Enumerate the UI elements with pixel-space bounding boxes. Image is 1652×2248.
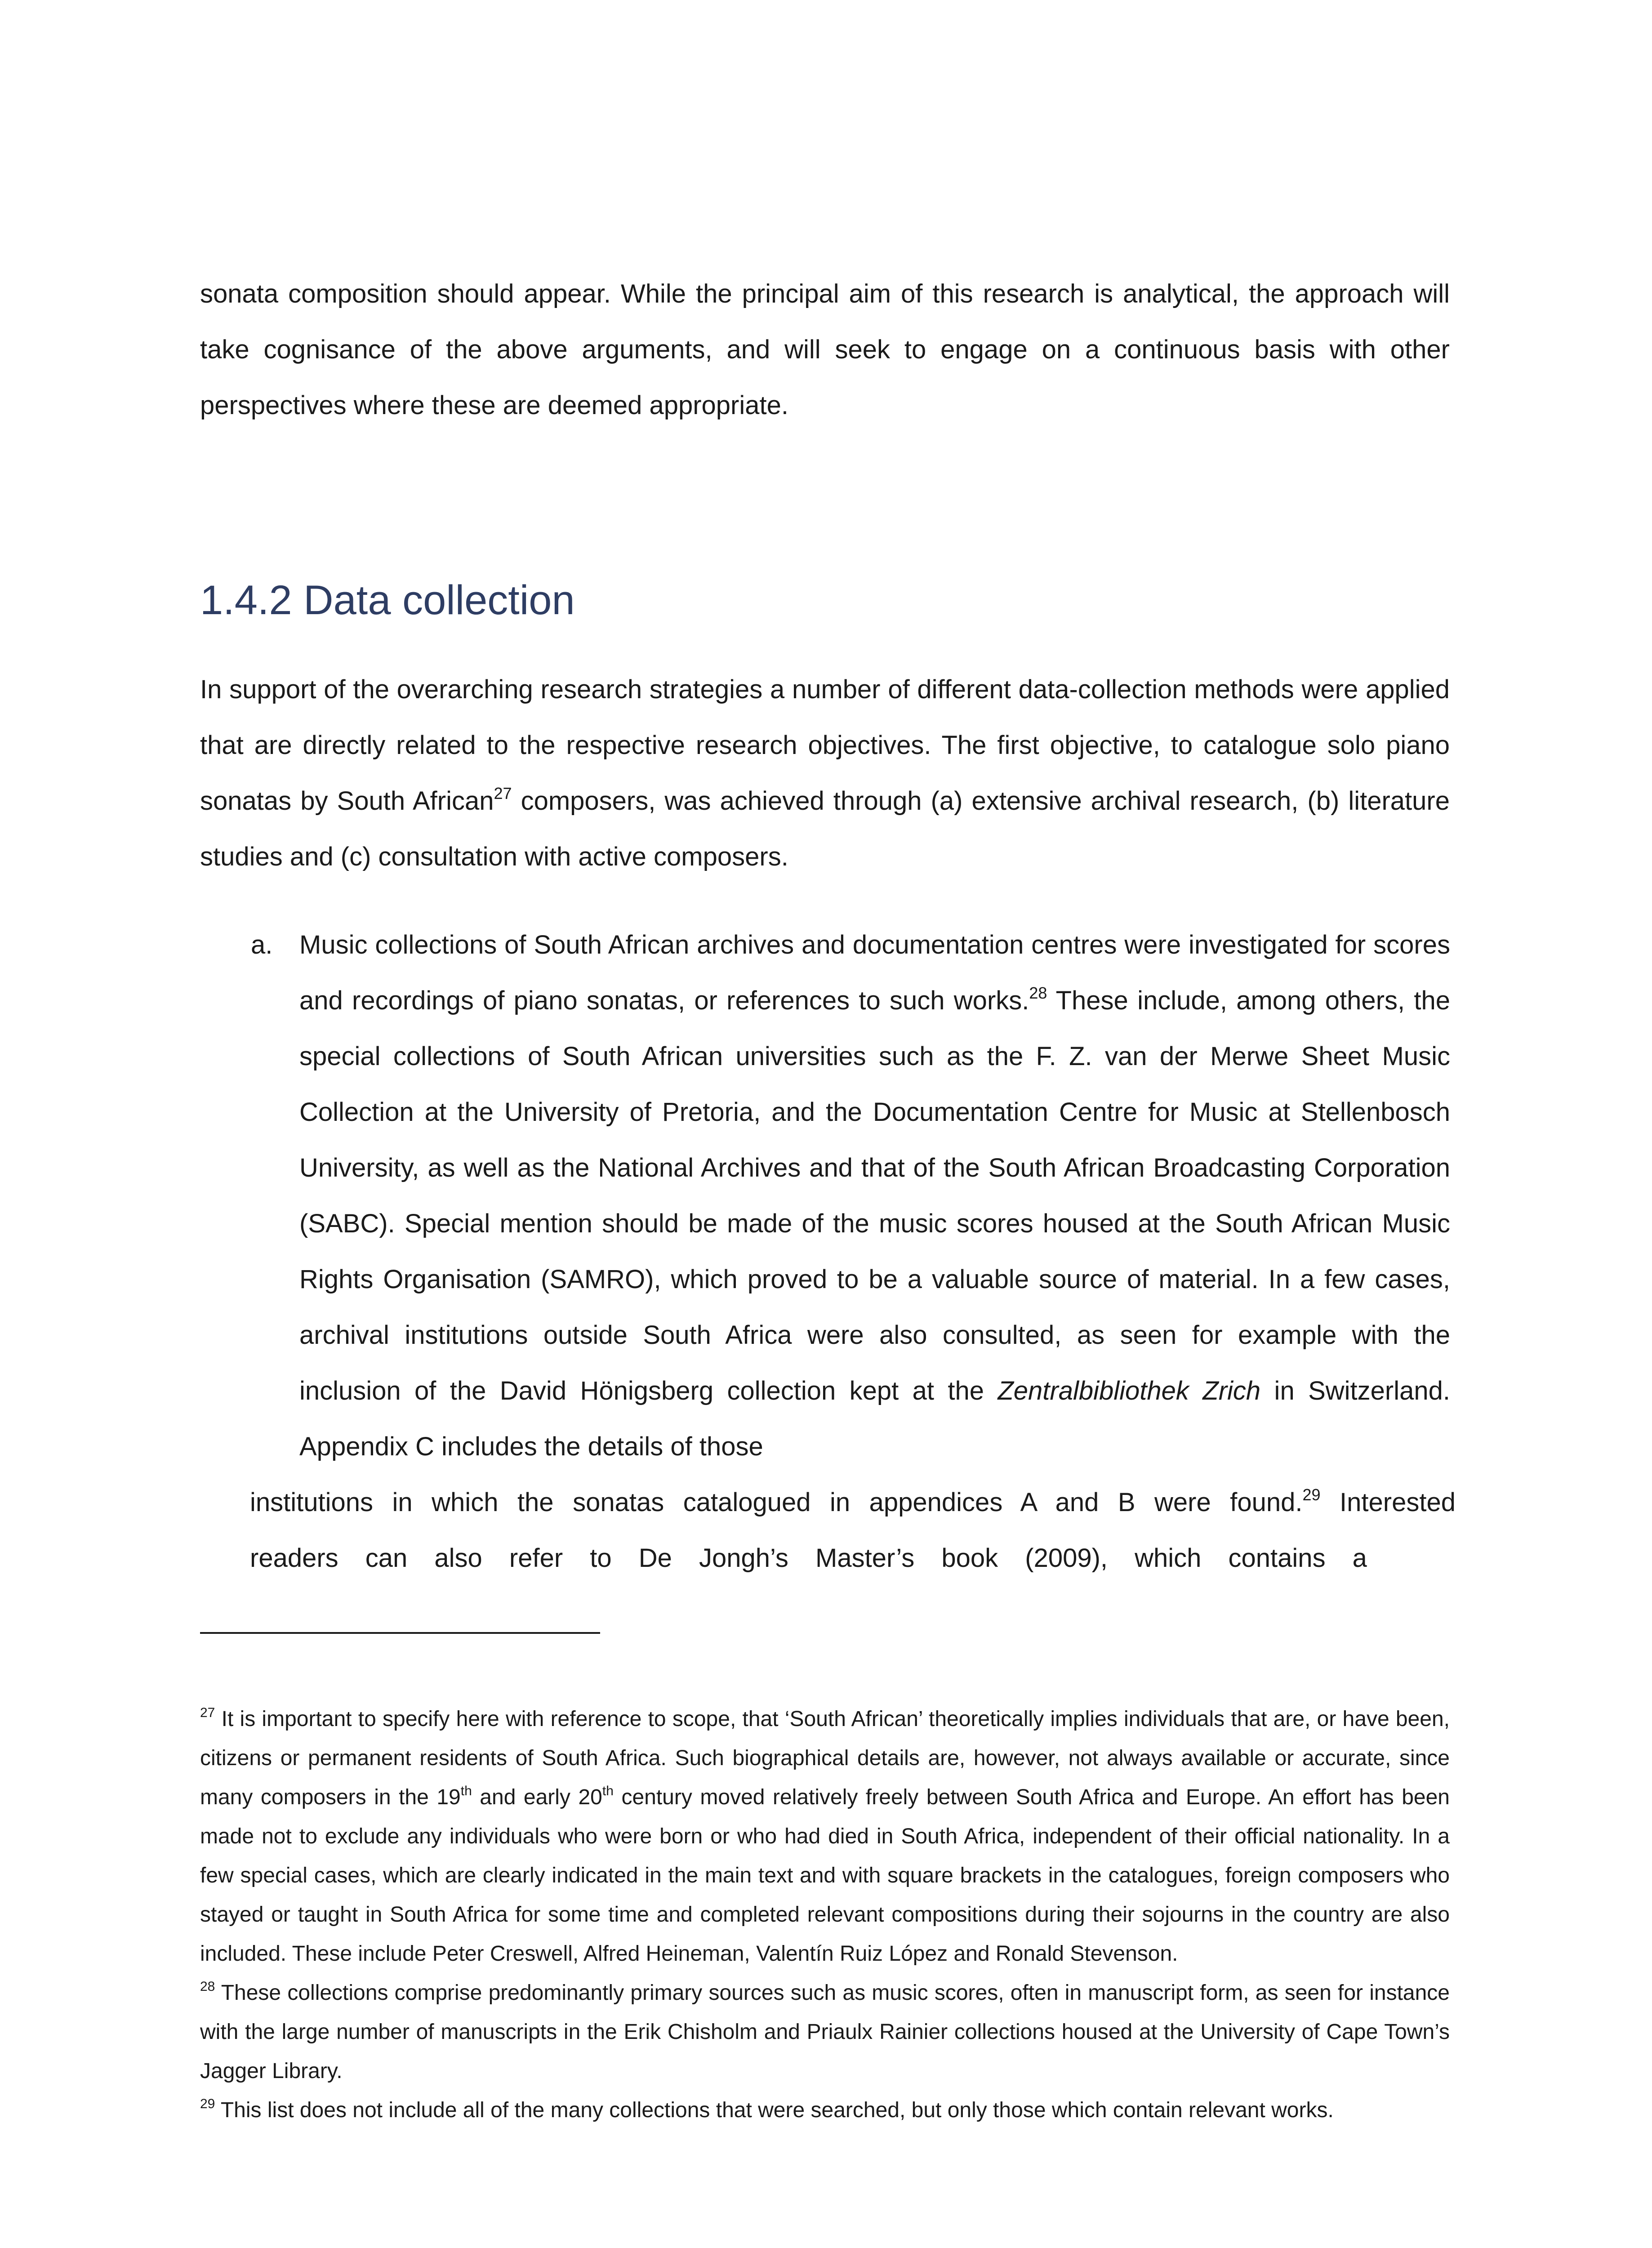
- ordinal-suffix: th: [460, 1784, 472, 1798]
- footnote-number: 29: [200, 2096, 215, 2111]
- footnotes: [200, 1699, 1450, 2130]
- continuation-text-after: Interested: [1320, 1488, 1456, 1517]
- continuation-line-2: readers can also refer to De Jongh’s Master’s book (2009), which contains a: [250, 1543, 1367, 1573]
- footnote-text: century moved relatively freely between South Africa and Europe. An effort has been made not to exclude any individuals who were born or who had died in South Africa, independent of their official nationality. In a few special cases, which are clearly indicated in the main text and with square brackets in the catalogues, foreign composers who stayed or taught in South Africa for some time and completed relevant compositions during their sojourns in the country are also included. These include Peter Creswell, Alfred Heineman, Valentín Ruiz López and Ronald Stevenson.: [200, 1785, 1450, 1966]
- paragraph-text-continued: composers, was achieved through (a) extensive archival research, (b) literature studies and (c) consultation with active composers.: [200, 786, 1450, 871]
- footnote-separator: [200, 1632, 600, 1634]
- footnote-text: These collections comprise predominantly primary sources such as music scores, often in manuscript form, as seen for instance with the large number of manuscripts in the Erik Chisholm and Priaulx Rainier collections housed at the University of Cape Town’s Jagger Library.: [200, 1981, 1450, 2083]
- section-heading: 1.4.2 Data collection: [200, 577, 575, 623]
- footnote-28: [200, 1973, 1450, 2091]
- continuation-text: institutions in which the sonatas catalogued in appendices A and B were found.: [250, 1488, 1303, 1517]
- paragraph-text: In support of the overarching research strategies a number of different data-collection methods were applied that are directly related to the respective research objectives. The first objective, to catalogue solo piano sonatas by South African: [200, 675, 1450, 816]
- intro-text: sonata composition should appear. While the principal aim of this research is analytical, the approach will take cognisance of the above arguments, and will seek to engage on a continuous basis with other perspectives where these are deemed appropriate.: [200, 279, 1450, 420]
- intro-paragraph: [200, 266, 1450, 433]
- footnote-27: [200, 1699, 1450, 1973]
- ordinal-suffix: th: [602, 1784, 614, 1798]
- continuation-line-1: [250, 1475, 1456, 1530]
- list-item-a: [299, 917, 1450, 1475]
- footnote-number: 28: [200, 1979, 215, 1994]
- list-item-text-continued: These include, among others, the special collections of South African universities such as the F. Z. van der Merwe Sheet Music Collection at the University of Pretoria, and the Documentation Centre for Music at Stellenbosch University, as well as the National Archives and that of the South African Broadcasting Corporation (SABC). Special mention should be made of the music scores housed at the South African Music Rights Organisation (SAMRO), which proved to be a valuable source of material. In a few cases, archival institutions outside South Africa were also consulted, as seen for example with the inclusion of the David Hönigsberg collection kept at the: [299, 986, 1450, 1405]
- footnote-text: It is important to specify here with reference to scope, that ‘South African’ theoretically implies individuals that are, or have been, citizens or permanent residents of South Africa. Such biographical details are, however, not always available or accurate, since many composers in the 19: [200, 1707, 1450, 1809]
- footnote-ref-29[interactable]: 29: [1302, 1485, 1321, 1504]
- footnote-number: 27: [200, 1705, 215, 1720]
- footnote-text: This list does not include all of the many collections that were searched, but only those which contain relevant works.: [215, 2098, 1334, 2122]
- list-item-marker: a.: [251, 930, 273, 959]
- list-item-text: Music collections of South African archives and documentation centres were investigated for scores and recordings of piano sonatas, or references to such works.: [299, 930, 1450, 1015]
- footnote-text: and early 20: [472, 1785, 602, 1809]
- list-item-a-continuation: [250, 1475, 1456, 1586]
- footnote-ref-28[interactable]: 28: [1029, 984, 1047, 1002]
- footnote-29: [200, 2091, 1450, 2130]
- footnote-ref-27[interactable]: 27: [494, 784, 512, 803]
- italic-institution-name: Zentralbibliothek Zrich: [997, 1376, 1261, 1405]
- data-collection-paragraph: [200, 662, 1450, 885]
- list-item-text-end: in Switzerland. Appendix C includes the details of those: [299, 1376, 1450, 1461]
